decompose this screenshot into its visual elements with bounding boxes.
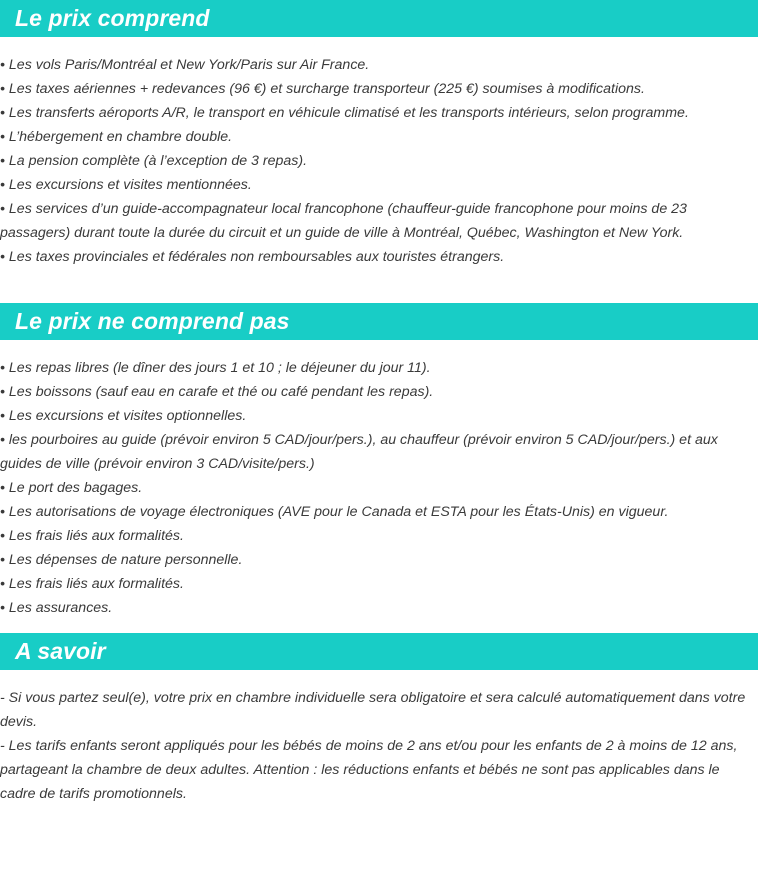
list-item: • Les boissons (sauf eau en carafe et thé ou café pendant les repas). — [0, 384, 434, 400]
section-body — [0, 670, 758, 806]
list-item: • Les vols Paris/Montréal et New York/Paris sur Air France. — [0, 57, 370, 73]
section-price-includes — [0, 0, 758, 303]
section-header — [0, 303, 758, 340]
list-item: - Si vous partez seul(e), votre prix en chambre individuelle sera obligatoire et sera calculé automatiquement dans votre devis. — [0, 690, 746, 730]
list-item: • Les frais liés aux formalités. — [0, 576, 184, 592]
section-price-excludes — [0, 303, 758, 633]
list-item: • Les transferts aéroports A/R, le transport en véhicule climatisé et les transports intérieurs, selon programme. — [0, 105, 689, 121]
section-title: Le prix ne comprend pas — [15, 308, 290, 334]
list-item: • Les excursions et visites optionnelles. — [0, 408, 247, 424]
list-item: • Les assurances. — [0, 600, 113, 616]
list-item: • Les services d’un guide-accompagnateur local francophone (chauffeur-guide francophone pour moins de 23 passagers) durant toute la durée du circuit et un guide de ville à Montréal, Québec, Washington et New York. — [0, 201, 687, 241]
list-item: • les pourboires au guide (prévoir environ 5 CAD/jour/pers.), au chauffeur (prévoir environ 5 CAD/jour/pers.) et aux guides de ville (prévoir environ 3 CAD/visite/pers.) — [0, 432, 718, 472]
list-item: • Les dépenses de nature personnelle. — [0, 552, 243, 568]
list-item: • L’hébergement en chambre double. — [0, 129, 233, 145]
section-body — [0, 340, 758, 633]
list-item: • Les frais liés aux formalités. — [0, 528, 184, 544]
section-good-to-know — [0, 633, 758, 806]
section-title: Le prix comprend — [15, 5, 210, 31]
list-item: • Le port des bagages. — [0, 480, 143, 496]
section-title: A savoir — [15, 638, 106, 664]
list-item: - Les tarifs enfants seront appliqués pour les bébés de moins de 2 ans et/ou pour les enfants de 2 à moins de 12 ans, partageant la chambre de deux adultes. Attention : les réductions enfants et bébés ne sont pas applicables dans le cadre de tarifs promotionnels. — [0, 738, 738, 802]
list-item: • Les repas libres (le dîner des jours 1 et 10 ; le déjeuner du jour 11). — [0, 360, 431, 376]
section-header — [0, 633, 758, 670]
list-item: • Les excursions et visites mentionnées. — [0, 177, 252, 193]
list-item: • Les taxes provinciales et fédérales non remboursables aux touristes étrangers. — [0, 249, 505, 265]
section-body — [0, 37, 758, 303]
section-header — [0, 0, 758, 37]
list-item: • Les autorisations de voyage électroniques (AVE pour le Canada et ESTA pour les États-Unis) en vigueur. — [0, 504, 669, 520]
list-item: • La pension complète (à l’exception de 3 repas). — [0, 153, 308, 169]
list-item: • Les taxes aériennes + redevances (96 €) et surcharge transporteur (225 €) soumises à modifications. — [0, 81, 645, 97]
